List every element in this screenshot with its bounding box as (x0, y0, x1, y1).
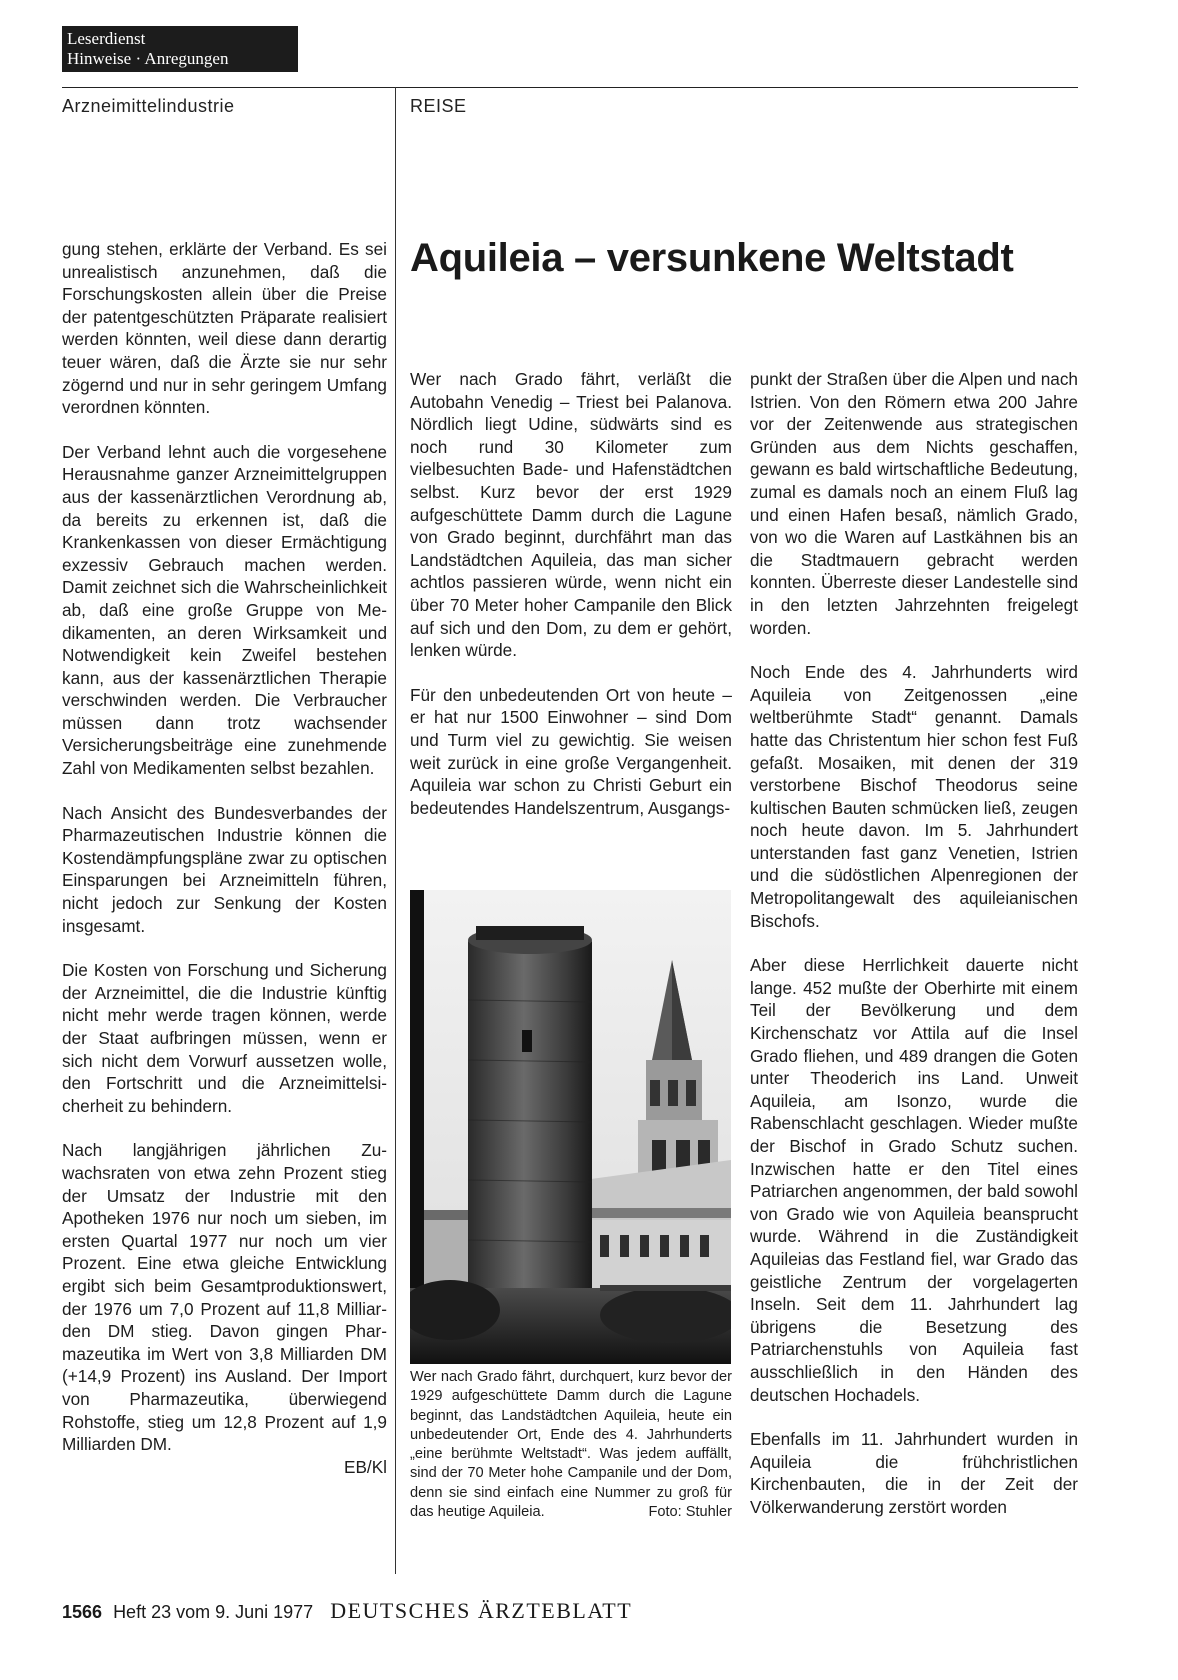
right-article-column-1 (410, 368, 732, 819)
left-paragraph: Der Verband lehnt auch die vorgesehene Herausnahme ganzer Arzneimittelgruppen aus der kassenärztlichen Verordnung ab, da bereits zu erkennen ist, daß die Krankenkassen von dieser Ermächtigung exzessiv Gebrauch machen werden. Damit zeichnet sich die Wahrscheinlichkeit ab, daß eine große Gruppe von Medikamenten, an deren Wirksamkeit und Notwendigkeit kein Zweifel bestehen kann, aus der kassenärztlichen Therapie verschwinden werden. Die Verbraucher müssen dann trotz wachsender Versicherungsbeiträge eine zunehmende Zahl von Medikamenten selbst bezahlen. (62, 441, 387, 779)
left-paragraph (62, 1139, 387, 1455)
right-paragraph: Ebenfalls im 11. Jahrhundert wurden in Aquileia die frühchristlichen Kirchenbauten, die in der Zeit der Völkerwanderung zerstört worden (750, 1429, 1078, 1517)
photo-caption (410, 1368, 732, 1522)
magazine-name: DEUTSCHES ÄRZTEBLATT (330, 1598, 633, 1623)
left-paragraph-text: Nach langjährigen jährlichen Zuwachsraten von etwa zehn Prozent stieg der Umsatz der Industrie mit den Apotheken 1976 nur noch um sieben, im ersten Quartal 1977 nur noch um vier Prozent. Eine etwa gleiche Entwicklung ergibt sich beim Gesamtproduktionswert, der 1976 um 7,0 Prozent auf 11,8 Milliarden DM stieg. Davon gingen Pharmazeutika im Wert von 3,8 Milliarden DM (+14,9 Prozent) ins Ausland. Der Import von Pharmazeutika, überwiegend Rohstoffe, stieg um 12,8 Prozent auf 1,9 Milliarden DM. (62, 1140, 387, 1455)
section-label-left: Arzneimittelindustrie (62, 96, 235, 116)
header-rule (62, 87, 1078, 88)
right-paragraph: Noch Ende des 4. Jahrhunderts wird Aquileia von Zeitgenossen „eine weltberühmte Stadt“ genannt. Damals hatte das Christentum hier schon fest Fuß gefaßt. Mosaiken, mit denen der 319 verstorbene Bischof Theodorus seine kultischen Bauten schmücken ließ, zeugen noch heute davon. Im 5. Jahrhundert unterstanden fast ganz Venetien, Istrien und die südöstlichen Alpenregionen der Metropolitangewalt des aquileianischen Bischofs. (750, 662, 1078, 931)
column-divider (395, 87, 396, 1574)
right-paragraph: Aber diese Herrlichkeit dauerte nicht lange. 452 mußte der Oberhirte mit einem Teil der Bevölkerung und dem Kirchenschatz vor Attila auf die Insel Grado fliehen, und 489 drangen die Goten unter Theoderich ins Land. Unweit Aquileia, am Isonzo, wurde die Rabenschlacht geschlagen. Wieder mußte der Bischof in Grado Schutz suchen. Inzwischen hatte er den Titel eines Patriarchen angenommen, der bald sowohl von Grado wie von Aquileia beansprucht wurde. Während in die Zuständigkeit Aquileias das Festland fiel, war Grado das geistliche Zentrum der vorgelagerten Inseln. Seit dem 11. Jahrhundert lag übrigens die Besetzung des Patriarchenstuhls von Aquileia fast ausschließlich in den Händen des deutschen Hochadels. (750, 955, 1078, 1405)
right-paragraph: Wer nach Grado fährt, verläßt die Autobahn Venedig – Triest bei Palanova. Nördlich liegt Udine, südwärts sind es noch rund 30 Kilometer zum vielbesuchten Bade- und Hafenstädtchen selbst. Kurz bevor der erst 1929 aufgeschüttete Damm durch die Lagune von Grado beginnt, durchfährt man das Landstädtchen Aquileia, das man sicher achtlos passieren würde, wenn nicht ein über 70 Meter hoher Campanile den Blick auf sich und den Dom, zu dem er gehört, lenken würde. (410, 369, 732, 661)
photo-credit: Foto: Stuhler (648, 1504, 732, 1521)
section-label-right: REISE (410, 96, 467, 116)
article-title: Aquileia – versunkene Weltstadt (410, 236, 1014, 280)
right-paragraph: Für den unbedeutenden Ort von heute – er hat nur 1500 Einwohner – sind Dom und Turm viel zu gewichtig. Sie weisen weit zurück in eine große Vergangenheit. Aquileia war schon zu Christi Geburt ein bedeutendes Handelszentrum, Ausgangs- (410, 684, 732, 818)
left-paragraph: gung stehen, erklärte der Verband. Es sei unrealistisch anzunehmen, daß die Forschungskosten allein über die Preise der patentgeschützten Präparate realisiert werden könnten, weil diese dann derartig teuer wären, daß die Ärzte sie nur sehr zögernd und nur in sehr geringem Umfang verordnen könnten. (62, 239, 387, 418)
campanile-illustration (410, 890, 731, 1364)
left-paragraph: Nach Ansicht des Bundesverbandes der Pharmazeutischen Industrie können die Kostendämpfungspläne zwar zu optischen Einsparungen bei Arzneimitteln führen, nicht jedoch zur Senkung der Kosten insgesamt. (62, 802, 387, 936)
caption-text: Wer nach Grado fährt, durchquert, kurz bevor der 1929 aufgeschüttete Damm durch die Lagune beginnt, das Landstädtchen Aquileia, heute ein unbedeutender Ort, Ende des 4. Jahrhunderts „eine berühmte Weltstadt“. Was jedem auffällt, sind der 70 Meter hohe Campanile und der Dom, denn sie sind einfach eine Nummer zu groß für das heutige Aquileia. (410, 1369, 732, 1521)
right-paragraph: punkt der Straßen über die Alpen und nach Istrien. Von den Römern etwa 200 Jahre vor der Zeitenwende aus strategischen Gründen aus dem Nichts geschaffen, gewann es bald wirtschaftliche Bedeutung, zumal es damals noch an einem Fluß lag und einen Hafen besaß, nämlich Grado, von wo die Waren auf Lastkähnen bis an die Stadtmauern gebracht werden konnten. Überreste dieser Landestelle sind in den letzten Jahrzehnten freigelegt worden. (750, 369, 1078, 638)
campanile-photo (410, 890, 731, 1364)
left-paragraph: Die Kosten von Forschung und Sicherung der Arzneimittel, die die Industrie künftig nicht mehr werde tragen können, werde der Staat aufbringen müssen, wenn er sich nicht dem Vorwurf aussetzen wolle, den Fortschritt und die Arzneimittelsicherheit zu behindern. (62, 960, 387, 1116)
author-signature: EB/Kl (344, 1456, 387, 1477)
page-footer (62, 1598, 632, 1624)
issue-info: Heft 23 vom 9. Juni 1977 (113, 1602, 314, 1622)
left-article-column (62, 238, 387, 1478)
section-badge (62, 26, 298, 72)
badge-line-1: Leserdienst (67, 29, 146, 48)
badge-line-2: Hinweise · Anregungen (67, 49, 229, 68)
page-number: 1566 (62, 1602, 103, 1622)
right-article-column-2 (750, 368, 1078, 1519)
